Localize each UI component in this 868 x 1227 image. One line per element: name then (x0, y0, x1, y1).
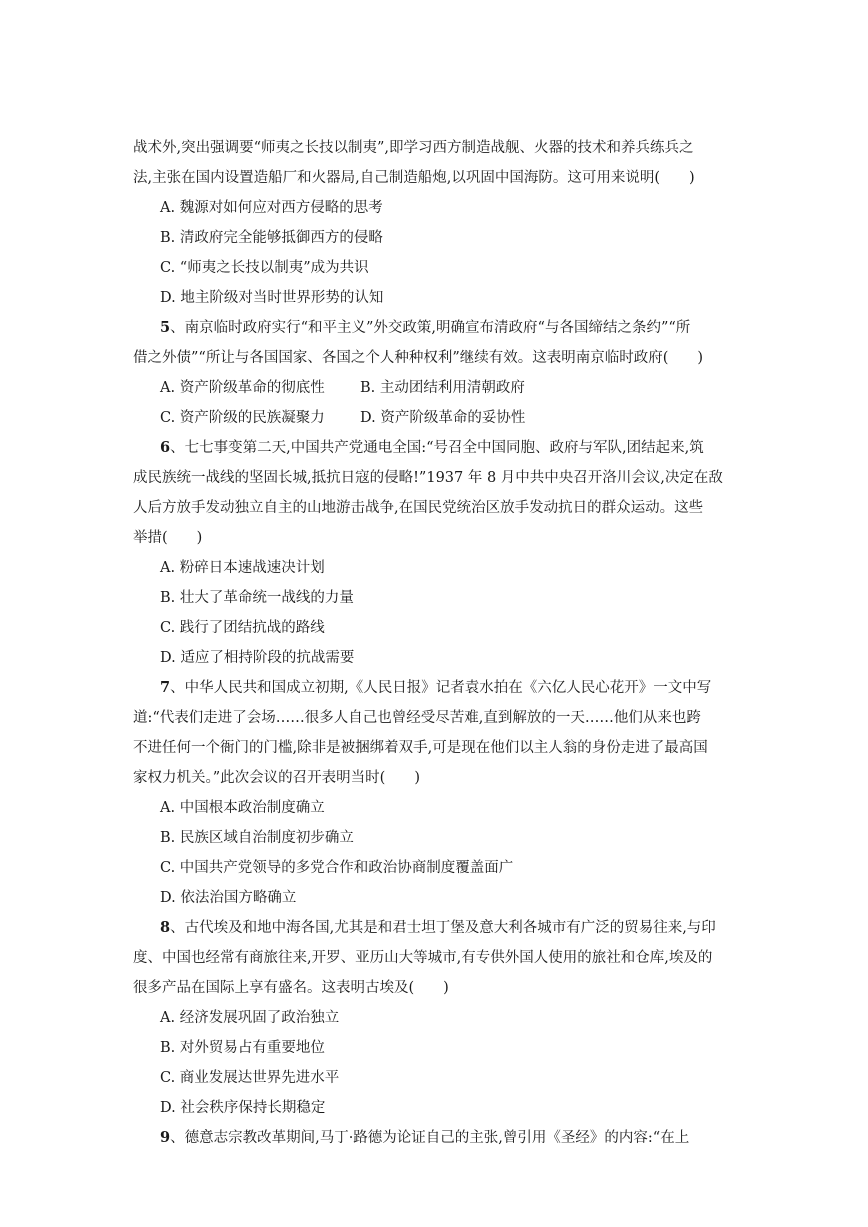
q4-option-d: D. 地主阶级对当时世界形势的认知 (160, 290, 384, 306)
q6-option-a: A. 粉碎日本速战速决计划 (160, 560, 325, 576)
q7-stem-line-3: 不进任何一个衙门的门槛,除非是被捆绑着双手,可是现在他们以主人翁的身份走进了最高国 (133, 740, 708, 756)
q7-option-a: A. 中国根本政治制度确立 (160, 800, 325, 816)
q7-option-d: D. 依法治国方略确立 (160, 890, 297, 906)
q4-stem-line-1: 战术外,突出强调要“师夷之长技以制夷”,即学习西方制造战舰、火器的技术和养兵练兵之 (133, 140, 694, 156)
q6-number: 6 (160, 439, 171, 456)
q7-option-b: B. 民族区域自治制度初步确立 (160, 830, 354, 846)
q8-stem-text: 、古代埃及和地中海各国,尤其是和君士坦丁堡及意大利各城市有广泛的贸易往来,与印 (170, 920, 716, 936)
q6-stem-line-3: 人后方放手发动独立自主的山地游击战争,在国民党统治区放手发动抗日的群众运动。这些 (133, 500, 704, 516)
q8-option-a: A. 经济发展巩固了政治独立 (160, 1010, 340, 1026)
q9-stem-line-1 (160, 1128, 689, 1148)
q4-option-a: A. 魏源对如何应对西方侵略的思考 (160, 200, 383, 216)
q7-stem-line-2: 道:“代表们走进了会场……很多人自己也曾经受尽苦难,直到解放的一天……他们从来也跨 (133, 710, 701, 726)
q5-option-d: D. 资产阶级革命的妥协性 (360, 410, 526, 426)
q4-option-b: B. 清政府完全能够抵御西方的侵略 (160, 230, 383, 246)
q5-option-b: B. 主动团结利用清朝政府 (360, 380, 525, 396)
q5-stem-line-1 (160, 318, 690, 338)
q7-stem-line-4: 家权力机关。”此次会议的召开表明当时( ) (133, 770, 420, 786)
q6-option-b: B. 壮大了革命统一战线的力量 (160, 590, 354, 606)
q6-option-c: C. 践行了团结抗战的路线 (160, 620, 325, 636)
q8-option-d: D. 社会秩序保持长期稳定 (160, 1100, 326, 1116)
q7-stem-line-1 (160, 678, 711, 698)
q5-number: 5 (160, 319, 171, 336)
q7-number: 7 (160, 679, 171, 696)
q5-stem-text: 、南京临时政府实行“和平主义”外交政策,明确宣布清政府“与各国缔结之条约”“所 (170, 320, 691, 336)
q7-option-c: C. 中国共产党领导的多党合作和政治协商制度覆盖面广 (160, 860, 514, 876)
q4-option-c: C. “师夷之长技以制夷”成为共识 (160, 260, 369, 276)
q6-stem-line-1 (160, 438, 704, 458)
q8-option-c: C. 商业发展达世界先进水平 (160, 1070, 340, 1086)
q6-stem-line-2: 成民族统一战线的坚固长城,抵抗日寇的侵略!”1937 年 8 月中共中央召开洛川会议,决定在敌 (133, 470, 723, 486)
q8-stem-line-1 (160, 918, 716, 938)
q7-stem-text: 、中华人民共和国成立初期,《人民日报》记者袁水拍在《六亿人民心花开》一文中写 (170, 680, 712, 696)
q5-stem-line-2: 借之外债”“所让与各国国家、各国之个人种种权利”继续有效。这表明南京临时政府( ) (133, 350, 704, 366)
q8-option-b: B. 对外贸易占有重要地位 (160, 1040, 325, 1056)
q6-stem-text: 、七七事变第二天,中国共产党通电全国:“号召全中国同胞、政府与军队,团结起来,筑 (170, 440, 704, 456)
q9-number: 9 (160, 1129, 171, 1146)
q8-stem-line-3: 很多产品在国际上享有盛名。这表明古埃及( ) (133, 980, 449, 996)
q6-stem-line-4: 举措( ) (133, 530, 203, 546)
q8-number: 8 (160, 919, 171, 936)
q8-stem-line-2: 度、中国也经常有商旅往来,开罗、亚历山大等城市,有专供外国人使用的旅社和仓库,埃及的 (133, 950, 713, 966)
q9-stem-text: 、德意志宗教改革期间,马丁·路德为论证自己的主张,曾引用《圣经》的内容:“在上 (170, 1130, 690, 1146)
q5-option-a: A. 资产阶级革命的彻底性 (160, 380, 325, 396)
q4-stem-line-2: 法,主张在国内设置造船厂和火器局,自己制造船炮,以巩固中国海防。这可用来说明( ) (133, 170, 695, 186)
q5-option-c: C. 资产阶级的民族凝聚力 (160, 410, 325, 426)
q6-option-d: D. 适应了相持阶段的抗战需要 (160, 650, 355, 666)
